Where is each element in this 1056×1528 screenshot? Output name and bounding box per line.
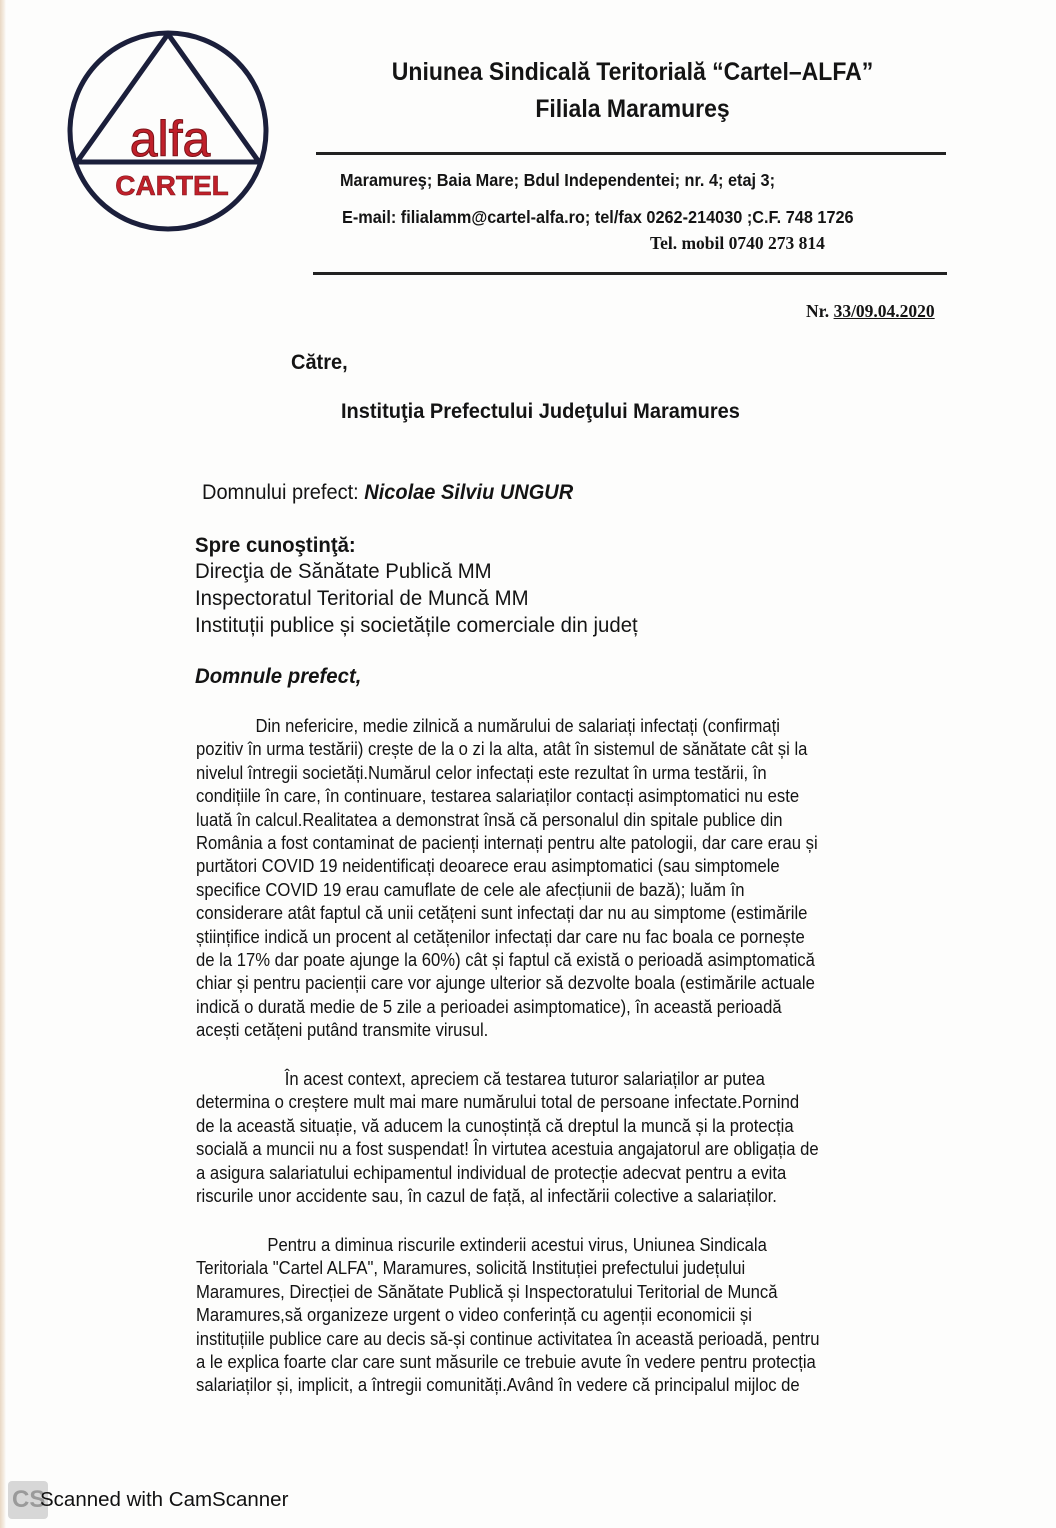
text-line: Teritoriala "Cartel ALFA", Maramures, solicită Instituției prefectului județului	[196, 1258, 746, 1279]
scan-page-edge	[0, 0, 6, 1528]
text-line: condițiile în care, în continuare, testarea salariaților contacți asimptomatici nu este	[196, 786, 800, 807]
camscanner-watermark	[6, 1478, 326, 1522]
reference-number	[806, 301, 935, 322]
body-paragraph-2	[196, 1068, 956, 1208]
logo-word-cartel: CARTEL	[115, 170, 229, 201]
text-line: a asigura salariatului echipamentul individual de protecție adecvat pentru a evita	[196, 1162, 787, 1183]
text-line: purtători COVID 19 neidentificați deoarece erau asimptomatici (sau simptomele	[196, 856, 780, 877]
text-line: a le explica foarte clar care sunt măsurile ce trebuie avute în vedere pentru protecția	[196, 1352, 816, 1373]
branch-name: Filiala Maramureş	[535, 95, 730, 123]
text-line: riscurile unor accidente sau, în cazul de față, al infectării colective a salariaților.	[196, 1186, 777, 1207]
text-line: Pentru a diminua riscurile extinderii acestui virus, Uniunea Sindicala	[267, 1235, 767, 1255]
addressee-name: Nicolae Silviu UNGUR	[364, 480, 574, 504]
text-line: Maramures, Direcției de Sănătate Publică și Inspectoratului Teritorial de Muncă	[196, 1281, 778, 1302]
reference-value: 33/09.04.2020	[833, 301, 935, 321]
salutation: Domnule prefect,	[195, 665, 362, 688]
cc-label: Spre cunoştinţă:	[195, 534, 356, 557]
addressee-line	[202, 480, 573, 505]
body-paragraph-3	[196, 1234, 956, 1398]
text-line: luată în calcul.Realitatea a demonstrat însă că personalul din spitale publice din	[196, 809, 783, 830]
text-line: instituțiile publice care au decis să-și continue activitatea în această perioadă, pentru	[196, 1328, 820, 1349]
text-line: pozitiv în urma testării) crește de la o zi la alta, atât în sistemul de sănătate cât și la	[196, 739, 808, 760]
cc-item: Direcţia de Sănătate Publică MM	[195, 560, 492, 583]
logo-word-alfa: alfa	[129, 111, 211, 167]
to-label: Către,	[291, 350, 348, 374]
text-line: indică o durată medie de 5 zile a perioadei asimptomatice), în această perioadă	[196, 996, 782, 1017]
header-divider-top	[316, 152, 946, 155]
text-line: determina o creștere mult mai mare numărului total de persoane infectate.Pornind	[196, 1092, 800, 1113]
text-line: considerare atât faptul că unii cetățeni sunt infectați dar nu au simptome (estimările	[196, 903, 808, 924]
text-line: chiar și pentru pacienții care vor ajunge ulterior să dezvolte boala (estimările actuale	[196, 973, 815, 994]
cc-item: Inspectoratul Teritorial de Muncă MM	[195, 587, 529, 610]
mobile-phone: Tel. mobil 0740 273 814	[650, 233, 825, 253]
reference-prefix: Nr.	[806, 301, 830, 321]
contact-line: E-mail: filialamm@cartel-alfa.ro; tel/fax 0262-214030 ;C.F. 748 1726	[342, 207, 854, 227]
recipient-institution: Instituţia Prefectului Judeţului Maramures	[341, 399, 740, 423]
cc-item: Instituții publice și societățile comerciale din județ	[195, 614, 638, 637]
addressee-label: Domnului prefect:	[202, 480, 359, 504]
text-line: În acest context, apreciem că testarea tuturor salariaților ar putea	[284, 1069, 765, 1089]
text-line: Maramures,să organizeze urgent o video conferință cu agenții economicii și	[196, 1305, 752, 1326]
text-line: România a fost contaminat de pacienți internați pentru alte patologii, dar care erau și	[196, 833, 818, 854]
organization-name: Uniunea Sindicală Teritorială “Cartel–ALFA”	[391, 58, 874, 86]
text-line: specifice COVID 19 erau camuflate de cele ale afecțiunii de bază); luăm în	[196, 879, 745, 900]
camscanner-icon: CS	[8, 1481, 48, 1519]
text-line: socială a muncii nu a fost suspendat! În virtutea acestuia angajatorul are obligația de	[196, 1139, 819, 1160]
address-line: Maramureş; Baia Mare; Bdul Independentei; nr. 4; etaj 3;	[340, 170, 776, 190]
text-line: nivelul întregii societăți.Numărul celor infectați este rezultat în urma testării, în	[196, 762, 767, 783]
text-line: Din nefericire, medie zilnică a numărului de salariați infectați (confirmați	[255, 716, 780, 736]
camscanner-text: Scanned with CamScanner	[40, 1488, 289, 1511]
body-paragraph-1	[196, 715, 956, 1043]
cartel-alfa-logo	[62, 28, 274, 234]
text-line: de la 17% dar poate ajunge la 60%) cât și faptul că există o perioadă asimptomatică	[196, 950, 815, 971]
text-line: salariaților și, implicit, a întregii comunități.Având în vedere că principalul mijloc de	[196, 1375, 800, 1396]
header-divider-bottom	[313, 272, 947, 275]
text-line: de la această situație, vă aducem la cunoștință că dreptul la muncă și la protecția	[196, 1115, 794, 1136]
text-line: acești cetățeni putând transmite virusul.	[196, 1020, 489, 1041]
text-line: științifice indică un procent al cetățenilor infectați dar care nu fac boala ce pornește	[196, 926, 805, 947]
